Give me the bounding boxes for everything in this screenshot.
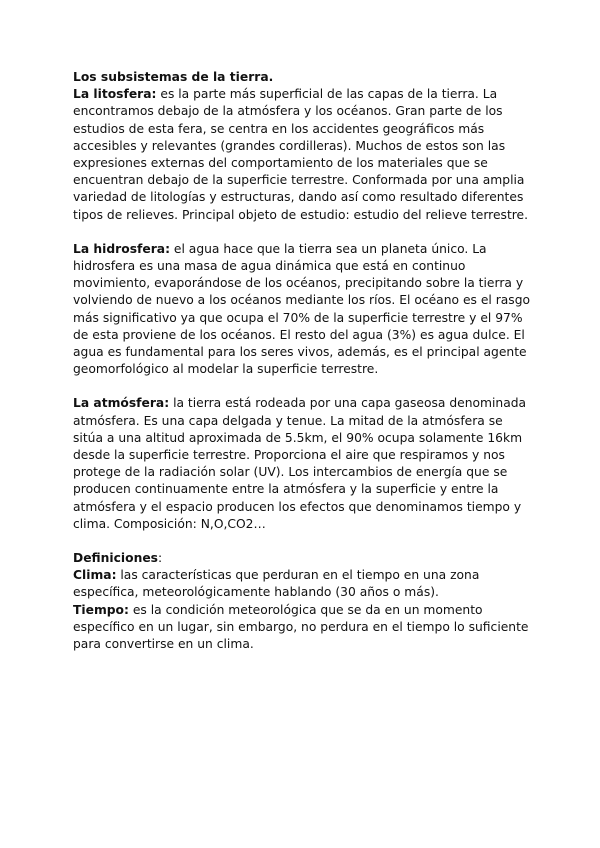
definition-text: es la condición meteorológica que se da en un momento específico en un lugar, sin embargo, no perdura en el tiempo lo suficiente para convertirse en un clima. bbox=[73, 602, 529, 652]
document-title: Los subsistemas de la tierra. bbox=[73, 70, 274, 84]
definition-tiempo bbox=[73, 602, 533, 654]
section-atmosfera bbox=[73, 395, 533, 533]
section-term: La atmósfera: bbox=[73, 396, 170, 411]
section-text: es la parte más superficial de las capas de la tierra. La encontramos debajo de la atmósfera y los océanos. Gran parte de los estudios de esta fera, se centra en los accidentes geográficos más accesibles y relevantes (grandes cordilleras). Muchos de estos son las expresiones externas del comportamiento de los materiales que se encuentran debajo de la superficie terrestre. Conformada por una amplia variedad de litologías y estructuras, dando así como resultado diferentes tipos de relieves. Principal objeto de estudio: estudio del relieve terrestre. bbox=[73, 87, 529, 222]
section-term: La litosfera: bbox=[73, 87, 157, 102]
definition-term: Clima: bbox=[73, 568, 117, 583]
definition-text: las características que perduran en el tiempo en una zona específica, meteorológicamente hablando (30 años o más). bbox=[73, 568, 480, 600]
document-body bbox=[73, 69, 533, 653]
definitions-heading-colon: : bbox=[158, 551, 163, 566]
section-text: el agua hace que la tierra sea un planeta único. La hidrosfera es una masa de agua dinámica que está en continuo movimiento, evaporándose de los océanos, precipitando sobre la tierra y volviendo de nuevo a los océanos mediante los ríos. El océano es el rasgo más significativo ya que ocupa el 70% de la superficie terrestre y el 97% de esta proviene de los océanos. El resto del agua (3%) es agua dulce. El agua es fundamental para los seres vivos, además, es el principal agente geomorfológico al modelar la superficie terrestre. bbox=[73, 241, 531, 377]
definitions-heading-label: Definiciones bbox=[73, 551, 158, 566]
definitions-heading bbox=[73, 550, 533, 567]
definition-term: Tiempo: bbox=[73, 602, 129, 617]
section-litosfera bbox=[73, 86, 533, 224]
section-hidrosfera bbox=[73, 241, 533, 379]
section-text: la tierra está rodeada por una capa gaseosa denominada atmósfera. Es una capa delgada y tenue. La mitad de la atmósfera se sitúa a una altitud aproximada de 5.5km, el 90% ocupa solamente 16km desde la superficie terrestre. Proporciona el aire que respiramos y nos protege de la radiación solar (UV). Los intercambios de energía que se producen continuamente entre la atmósfera y la superficie y entre la atmósfera y el espacio producen los efectos que denominamos tiempo y clima. Composición: N,O,CO2… bbox=[73, 396, 527, 531]
definition-clima bbox=[73, 567, 533, 601]
section-term: La hidrosfera: bbox=[73, 241, 170, 256]
